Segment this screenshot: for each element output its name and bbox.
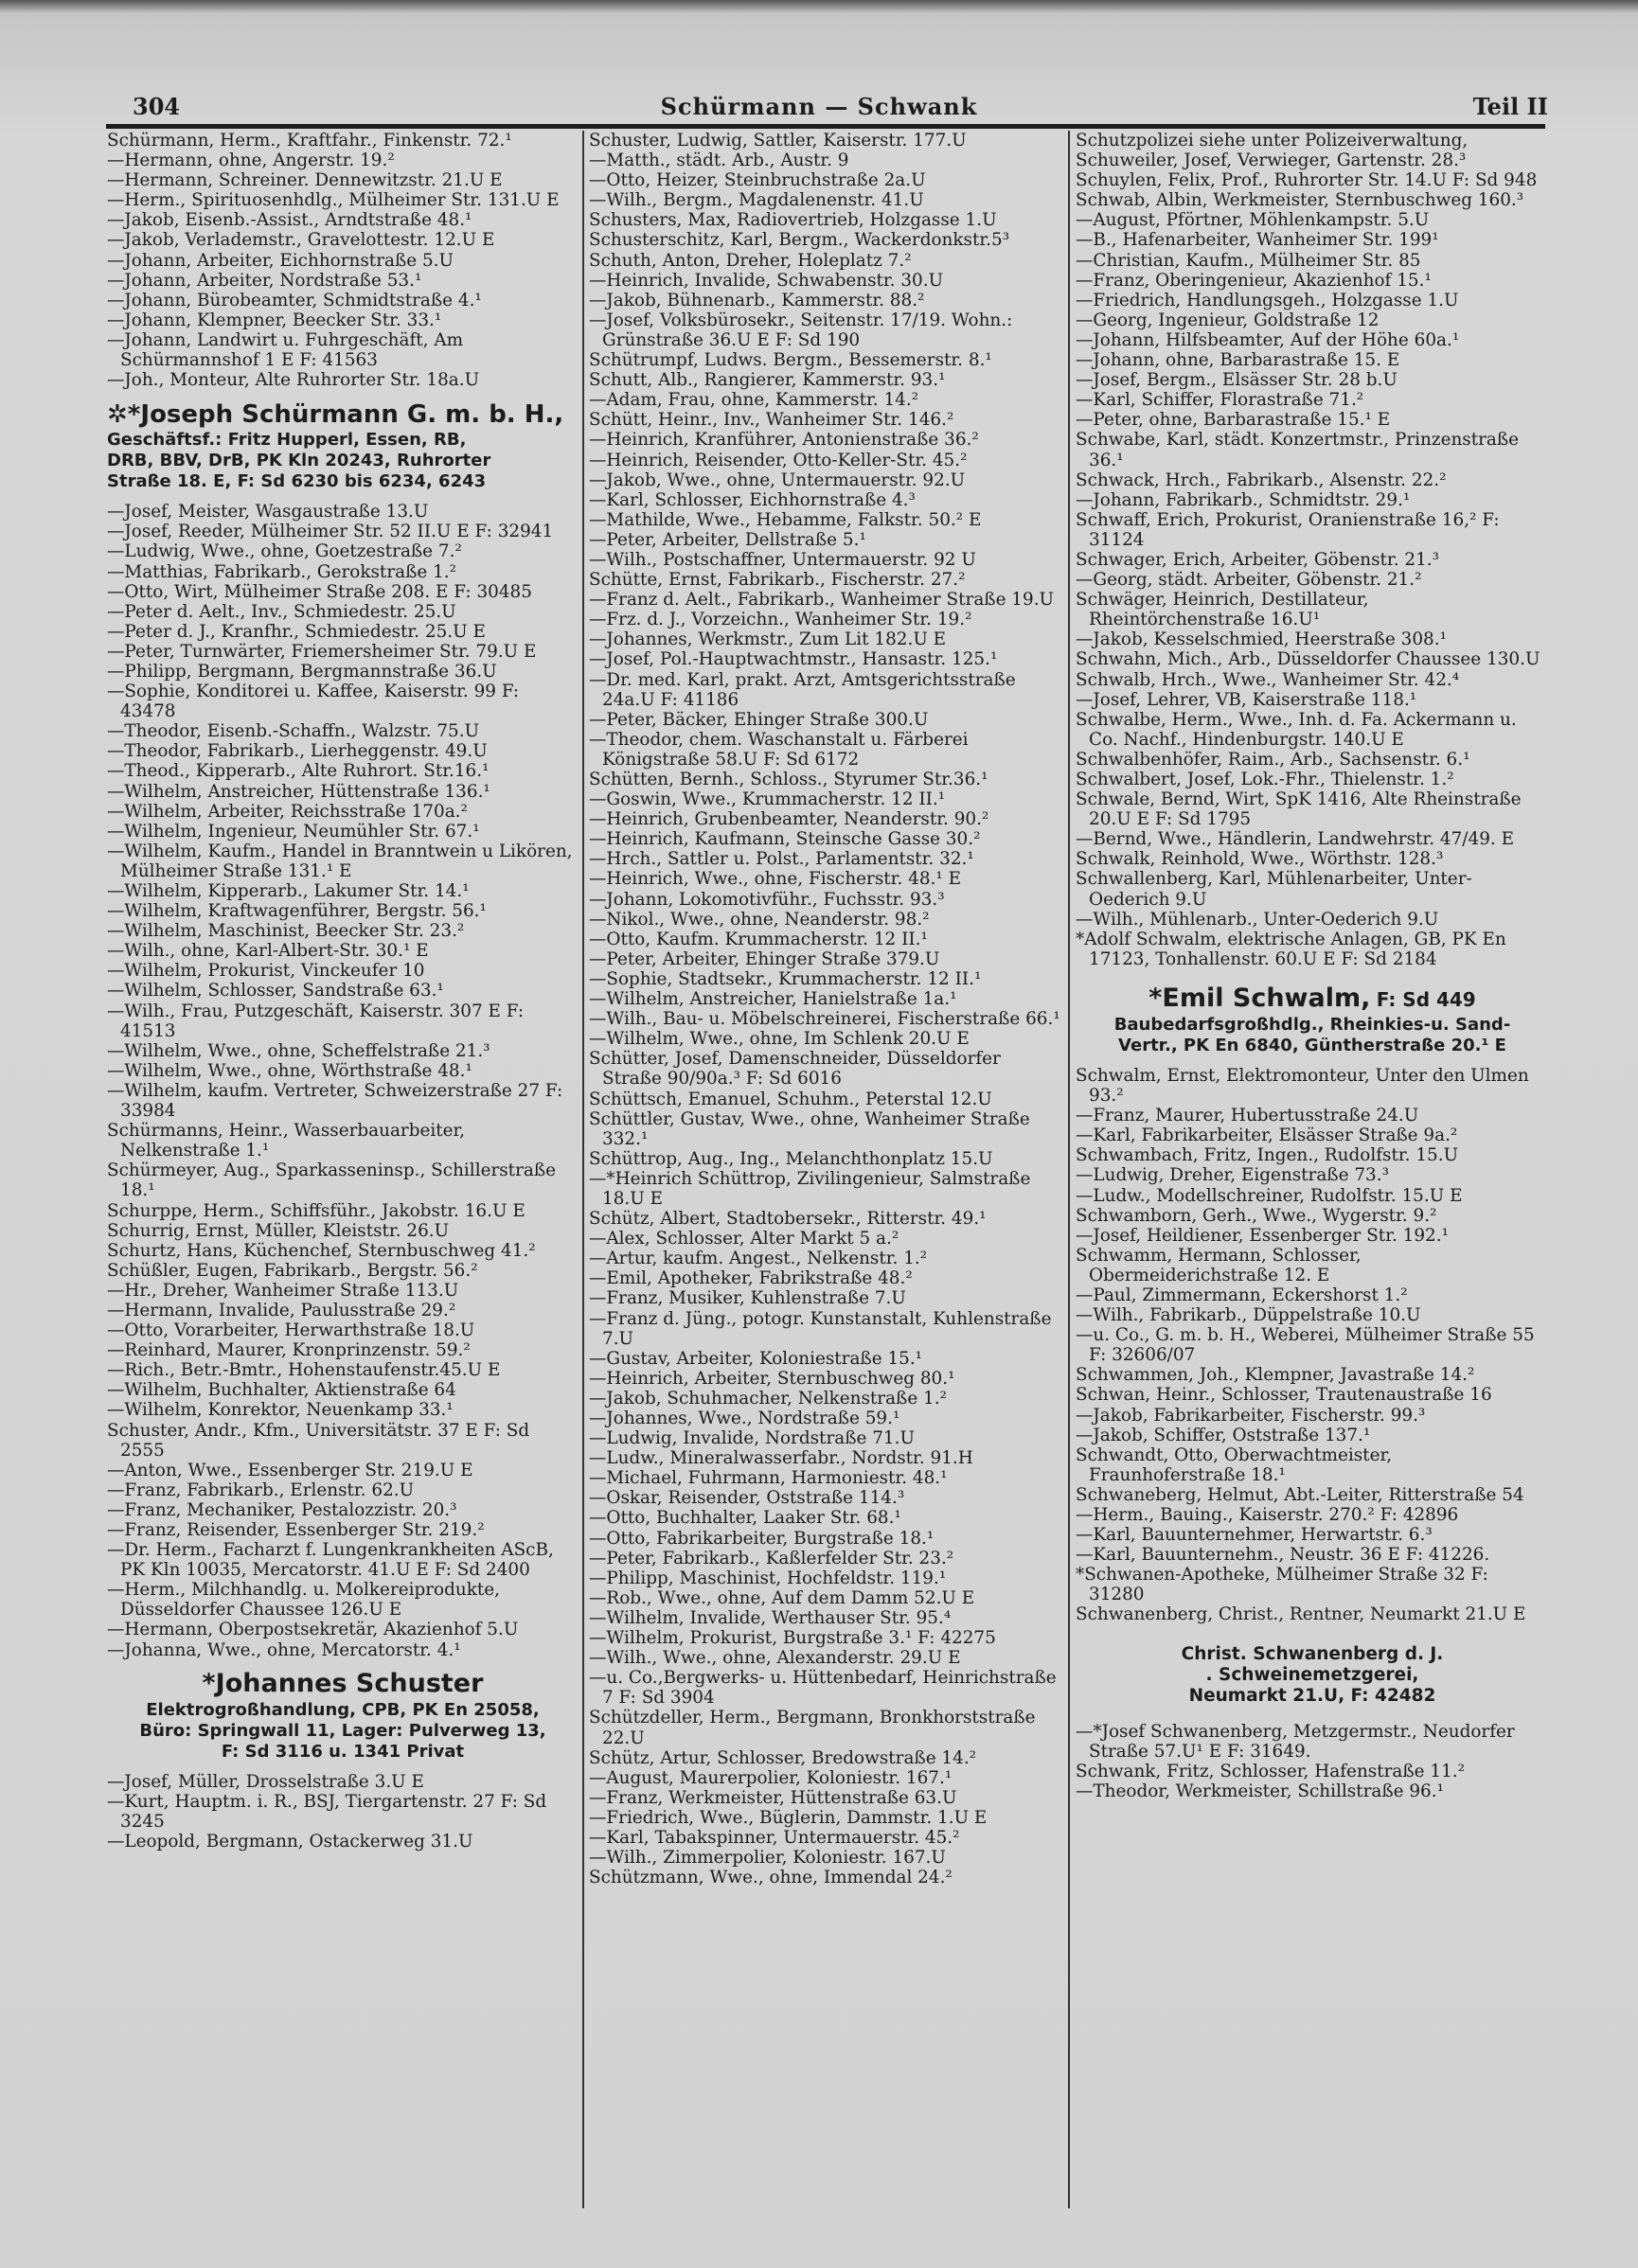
directory-entry: Schwalbe, Herm., Wwe., Inh. d. Fa. Ackermann u. Co. Nachf., Hindenburgstr. 140.U E (1076, 709, 1517, 750)
directory-entry: Schuylen, Felix, Prof., Ruhrorter Str. 14.U F: Sd 948 (1076, 170, 1538, 191)
directory-entry: —Wilhelm, Wwe., ohne, Im Schlenk 20.U E (589, 1029, 970, 1050)
directory-entry: —Johann, Fabrikarb., Schmidtstr. 29.¹ (1076, 489, 1411, 510)
directory-entry: —Wilhelm, Invalide, Werthauser Str. 95.⁴ (589, 1607, 952, 1628)
directory-entry: —Wilhelm, Ingenieur, Neumühler Str. 67.¹ (107, 821, 480, 842)
directory-entry: —Herm., Milchhandlg. u. Molkereiprodukte, Düsseldorfer Chaussee 126.U E (107, 1580, 501, 1621)
directory-entry: Schütte, Ernst, Fabrikarb., Fischerstr. 27.² (589, 570, 966, 591)
directory-entry: Schwambach, Fritz, Ingen., Rudolfstr. 15.U (1076, 1145, 1459, 1166)
page-number: 304 (133, 93, 181, 120)
directory-entry: Schwack, Hrch., Fabrikarb., Alsenstr. 22.² (1076, 470, 1447, 490)
directory-entry: Schuth, Anton, Dreher, Holeplatz 7.² (589, 250, 912, 271)
ad-line: Straße 18. E, F: Sd 6230 bis 6234, 6243 (107, 471, 487, 492)
page-title: Schürmann — Schwank (660, 93, 978, 120)
directory-entry: —Otto, Wirt, Mülheimer Straße 208. E F: 30485 (107, 581, 532, 602)
directory-entry: —Georg, Ingenieur, Goldstraße 12 (1076, 310, 1380, 330)
directory-entry: —Karl, Bauunternehm., Neustr. 36 E F: 41226. (1076, 1545, 1490, 1566)
directory-entry: —Johann, ohne, Barbarastraße 15. E (1076, 350, 1400, 371)
directory-entry: Schwaneberg, Helmut, Abt.-Leiter, Ritterstraße 54 (1076, 1484, 1524, 1505)
directory-entry: —Josef, Volksbürosekr., Seitenstr. 17/19. Wohn.: Grünstraße 36.U E F: Sd 190 (589, 310, 1013, 350)
directory-entry: —Johann, Arbeiter, Nordstraße 53.¹ (107, 270, 422, 291)
directory-entry: —Franz d. Jüng., potogr. Kunstanstalt, Kuhlenstraße 7.U (589, 1308, 1052, 1349)
star-gear-icon: ✲ (107, 400, 128, 430)
directory-entry: —Friedrich, Handlungsgeh., Holzgasse 1.U (1076, 290, 1459, 310)
directory-entry: —Wilh., Bau- u. Möbelschreinerei, Fischerstraße 66.¹ (589, 1009, 1060, 1030)
directory-entry: —Dr. med. Karl, prakt. Arzt, Amtsgerichtsstraße 24a.U F: 41186 (589, 669, 1016, 710)
ad-phone: F: Sd 449 (1376, 987, 1476, 1011)
directory-entry: —Josef, Müller, Drosselstraße 3.U E (107, 1771, 424, 1792)
directory-entry: —Wilhelm, Kaufm., Handel in Branntwein u Likören, Mülheimer Straße 131.¹ E (107, 841, 573, 881)
directory-entry: —*Heinrich Schüttrop, Zivilingenieur, Salmstraße 18.U E (589, 1168, 1031, 1209)
directory-entry: —Hermann, Oberpostsekretär, Akazienhof 5.U (107, 1620, 519, 1640)
directory-entry: —Rich., Betr.-Bmtr., Hohenstaufenstr.45.U E (107, 1360, 501, 1381)
directory-entry: Schuster, Ludwig, Sattler, Kaiserstr. 177.U (589, 131, 967, 151)
directory-entry: —Franz, Fabrikarb., Erlenstr. 62.U (107, 1480, 415, 1500)
directory-entry: Schurppe, Herm., Schiffsführ., Jakobstr. 16.U E (107, 1200, 525, 1221)
directory-entry: —Jakob, Schuhmacher, Nelkenstraße 1.² (589, 1388, 947, 1409)
directory-entry: Schwalb, Hrch., Wwe., Wanheimer Str. 42.⁴ (1076, 669, 1460, 690)
directory-entry: —Otto, Vorarbeiter, Herwarthstraße 18.U (107, 1320, 475, 1341)
directory-entry: —Wilhelm, Anstreicher, Hanielstraße 1a.¹ (589, 989, 957, 1010)
directory-entry: —Sophie, Stadtsekr., Krummacherstr. 12 II.¹ (589, 968, 982, 989)
directory-entry: —Wilhelm, Konrektor, Neuenkamp 33.¹ (107, 1400, 454, 1421)
ad-line: Baubedarfsgroßhdlg., Rheinkies-u. Sand- (1113, 1014, 1511, 1035)
directory-entry: —Peter, ohne, Barbarastraße 15.¹ E (1076, 410, 1391, 431)
directory-entry: —Peter, Turnwärter, Friemersheimer Str. 79.U E (107, 641, 537, 662)
directory-entry: —Rob., Wwe., ohne, Auf dem Damm 52.U E (589, 1587, 975, 1608)
ad-line: Geschäftsf.: Fritz Hupperl, Essen, RB, (107, 430, 467, 451)
directory-entry: —Theodor, Werkmeister, Schillstraße 96.¹ (1076, 1781, 1444, 1801)
directory-entry: —Josef, Reeder, Mülheimer Str. 52 II.U E F: 32941 (107, 522, 554, 542)
directory-entry: Schusterschitz, Karl, Bergm., Wackerdonkstr.5³ (589, 230, 1010, 251)
directory-entry: —Theodor, Fabrikarb., Lierheggenstr. 49.U (107, 741, 488, 762)
directory-entry: Schwamborn, Gerh., Wwe., Wygerstr. 9.² (1076, 1205, 1437, 1226)
directory-entry: Schwab, Albin, Werkmeister, Sternbuschweg 160.³ (1076, 190, 1524, 211)
directory-entry: Schwan, Heinr., Schlosser, Trautenaustraße 16 (1076, 1385, 1492, 1406)
directory-entry: —Herm., Bauing., Kaiserstr. 270.² F: 42896 (1076, 1505, 1459, 1525)
directory-entry: Schwaff, Erich, Prokurist, Oranienstraße 16,² F: 31124 (1076, 509, 1500, 550)
directory-entry: —Jakob, Fabrikarbeiter, Fischerstr. 99.³ (1076, 1405, 1426, 1426)
scan-shadow (0, 0, 1638, 13)
directory-entry: —Matthias, Fabrikarb., Gerokstraße 1.² (107, 561, 457, 582)
directory-entry: —Hrch., Sattler u. Polst., Parlamentstr. 32.¹ (589, 849, 974, 870)
directory-entry: —Wilhelm, Anstreicher, Hüttenstraße 136.¹ (107, 781, 490, 802)
part-label: Teil II (1472, 93, 1548, 120)
directory-entry: —Jakob, Eisenb.-Assist., Arndtstraße 48.¹ (107, 210, 472, 231)
directory-entry: —Johann, Klempner, Beecker Str. 33.¹ (107, 310, 442, 330)
directory-entry: —Wilhelm, Arbeiter, Reichsstraße 170a.² (107, 801, 468, 822)
directory-entry: —Otto, Kaufm. Krummacherstr. 12 II.¹ (589, 929, 928, 949)
ad-line: Vertr., PK En 6840, Güntherstraße 20.¹ E (1118, 1035, 1506, 1055)
directory-entry: —Wilhelm, Schlosser, Sandstraße 63.¹ (107, 981, 444, 1001)
directory-entry: Schwalm, Ernst, Elektromonteur, Unter den Ulmen 93.² (1076, 1065, 1529, 1107)
directory-entry: —Adam, Frau, ohne, Kammerstr. 14.² (589, 390, 919, 411)
directory-entry: —Jakob, Kesselschmied, Heerstraße 308.¹ (1076, 629, 1447, 650)
entry-list (107, 502, 579, 1659)
directory-entry: Schüttler, Gustav, Wwe., ohne, Wanheimer Straße 332.¹ (589, 1108, 1030, 1149)
directory-entry: —Otto, Buchhalter, Laaker Str. 68.¹ (589, 1508, 901, 1529)
directory-entry: —Dr. Herm., Facharzt f. Lungenkrankheiten AScB, PK Kln 10035, Mercatorstr. 41.U E F: Sd 2400 (107, 1540, 554, 1581)
advertisement-emil-schwalm (1076, 983, 1549, 1056)
directory-entry: —Josef, Lehrer, VB, Kaiserstraße 118.¹ (1076, 689, 1417, 710)
directory-entry: —Heinrich, Kaufmann, Steinsche Gasse 30.² (589, 829, 981, 850)
directory-entry: —Nikol., Wwe., ohne, Neanderstr. 98.² (589, 909, 930, 930)
directory-entry: —Johann, Landwirt u. Fuhrgeschäft, Am Schürmannshof 1 E F: 41563 (107, 329, 464, 371)
directory-entry: Schwalk, Reinhold, Wwe., Wörthstr. 128.³ (1076, 849, 1444, 870)
ad-line: Neumarkt 21.U, F: 42482 (1188, 1685, 1436, 1706)
directory-entry: Schwanenberg, Christ., Rentner, Neumarkt 21.U E (1076, 1604, 1526, 1625)
directory-entry: —Kurt, Hauptm. i. R., BSJ, Tiergartenstr. 27 F: Sd 3245 (107, 1791, 547, 1832)
directory-entry: —Franz, Reisender, Essenberger Str. 219.² (107, 1520, 485, 1540)
directory-entry: —Peter, Arbeiter, Dellstraße 5.¹ (589, 529, 866, 550)
directory-entry: Schutzpolizei siehe unter Polizeiverwaltung, (1076, 131, 1469, 151)
directory-entry: —Wilhelm, Wwe., ohne, Wörthstraße 48.¹ (107, 1060, 472, 1081)
directory-entry: —Ludwig, Dreher, Eigenstraße 73.³ (1076, 1165, 1389, 1186)
directory-entry: —Heinrich, Arbeiter, Sternbuschweg 80.¹ (589, 1368, 955, 1389)
directory-entry: Schurtz, Hans, Küchenchef, Sternbuschweg 41.² (107, 1240, 536, 1261)
directory-entry: —Karl, Schiffer, Florastraße 71.² (1076, 390, 1364, 411)
directory-entry: Schütz, Artur, Schlosser, Bredowstraße 14.² (589, 1747, 977, 1768)
directory-entry: —Peter d. J., Kranfhr., Schmiedestr. 25.U E (107, 621, 486, 642)
directory-entry: —Wilh., Wwe., ohne, Alexanderstr. 29.U E (589, 1648, 961, 1669)
directory-entry: Schwäger, Heinrich, Destillateur, Rheintörchenstraße 16.U¹ (1076, 590, 1369, 630)
directory-entry: —B., Hafenarbeiter, Wanheimer Str. 199¹ (1076, 230, 1439, 251)
directory-entry: —Wilhelm, kaufm. Vertreter, Schweizerstraße 27 F: 33984 (107, 1080, 563, 1122)
directory-entry: —Josef, Meister, Wasgaustraße 13.U (107, 502, 429, 523)
directory-entry: —Johanna, Wwe., ohne, Mercatorstr. 4.¹ (107, 1639, 461, 1660)
directory-entry: —Reinhard, Maurer, Kronprinzenstr. 59.² (107, 1340, 471, 1361)
directory-entry: Schwale, Bernd, Wirt, SpK 1416, Alte Rheinstraße 20.U E F: Sd 1795 (1076, 789, 1522, 830)
directory-entry: *Adolf Schwalm, elektrische Anlagen, GB, PK En 17123, Tonhallenstr. 60.U E F: Sd 2184 (1076, 929, 1506, 969)
directory-entry: —Goswin, Wwe., Krummacherstr. 12 II.¹ (589, 789, 946, 810)
directory-entry: —Sophie, Konditorei u. Kaffee, Kaiserstr. 99 F: 43478 (107, 682, 520, 722)
directory-entry: —Theodor, chem. Waschanstalt u. Färberei Königstraße 58.U F: Sd 6172 (589, 729, 969, 770)
directory-entry: Schwandt, Otto, Oberwachtmeister, Fraunhoferstraße 18.¹ (1076, 1444, 1393, 1485)
ad-line: Elektrogroßhandlung, CPB, PK En 25058, (146, 1699, 540, 1720)
directory-entry: —Oskar, Reisender, Oststraße 114.³ (589, 1488, 905, 1509)
directory-entry: Schwalbert, Josef, Lok.-Fhr., Thielenstr. 1.² (1076, 770, 1454, 789)
directory-entry: —Peter, Bäcker, Ehinger Straße 300.U (589, 709, 929, 730)
directory-entry: Schwammen, Joh., Klempner, Javastraße 14.² (1076, 1365, 1475, 1386)
ad-name: *Emil Schwalm, (1148, 983, 1371, 1013)
directory-entry: —Franz, Musiker, Kuhlenstraße 7.U (589, 1288, 906, 1309)
directory-entry: Schwabe, Karl, städt. Konzertmstr., Prinzenstraße 36.¹ (1076, 430, 1520, 470)
directory-entry: —Josef, Heildiener, Essenberger Str. 192.¹ (1076, 1225, 1449, 1246)
directory-entry: —Wilh., Frau, Putzgeschäft, Kaiserstr. 307 E F: 41513 (107, 1001, 525, 1041)
directory-entry: Schüßler, Eugen, Fabrikarb., Bergstr. 56.² (107, 1260, 478, 1281)
column-1 (107, 131, 579, 1852)
column-3 (1076, 131, 1549, 1801)
directory-entry: Schürmann, Herm., Kraftfahr., Finkenstr. 72.¹ (107, 131, 512, 151)
directory-entry: —Frz. d. J., Vorzeichn., Wanheimer Str. 19.² (589, 610, 972, 630)
directory-entry: —Ludwig, Wwe., ohne, Goetzestraße 7.² (107, 541, 462, 562)
directory-entry: —Wilhelm, Prokurist, Vinckeufer 10 (107, 961, 425, 982)
directory-entry: —Matth., städt. Arb., Austr. 9 (589, 151, 849, 171)
directory-entry: Schwalbenhöfer, Raim., Arb., Sachsenstr. 6.¹ (1076, 749, 1470, 770)
directory-entry: —Otto, Fabrikarbeiter, Burgstraße 18.¹ (589, 1528, 935, 1549)
directory-entry: Schütt, Heinr., Inv., Wanheimer Str. 146.² (589, 410, 954, 431)
directory-entry: —Wilh., Mühlenarb., Unter-Oederich 9.U (1076, 909, 1439, 930)
directory-entry: —Johannes, Wwe., Nordstraße 59.¹ (589, 1409, 900, 1428)
directory-entry: —Franz, Maurer, Hubertusstraße 24.U (1076, 1106, 1419, 1126)
advertisement-christ-schwanenberg (1076, 1644, 1549, 1707)
entry-list (1076, 131, 1549, 969)
directory-entry: —Michael, Fuhrmann, Harmoniestr. 48.¹ (589, 1468, 948, 1489)
directory-entry: —Heinrich, Grubenbeamter, Neanderstr. 90.² (589, 809, 989, 830)
directory-entry: —Karl, Fabrikarbeiter, Elsässer Straße 9a.² (1076, 1125, 1458, 1146)
column-divider (582, 131, 584, 2208)
column-divider (1068, 131, 1070, 2208)
directory-entry: Schwahn, Mich., Arb., Düsseldorfer Chaussee 130.U (1076, 649, 1540, 670)
directory-entry: —Leopold, Bergmann, Ostackerweg 31.U (107, 1831, 473, 1852)
directory-entry: —Anton, Wwe., Essenberger Str. 219.U E (107, 1460, 473, 1480)
directory-entry: —Theod., Kipperarb., Alte Ruhrort. Str.16.¹ (107, 761, 490, 782)
directory-entry: —Franz, Werkmeister, Hüttenstraße 63.U (589, 1787, 957, 1808)
directory-entry: —Heinrich, Kranführer, Antonienstraße 36.² (589, 430, 979, 451)
directory-entry: Schuweiler, Josef, Verwieger, Gartenstr. 28.³ (1076, 151, 1467, 171)
directory-entry: —Friedrich, Wwe., Büglerin, Dammstr. 1.U E (589, 1807, 988, 1828)
directory-entry: —Peter, Fabrikarb., Kaßlerfelder Str. 23.² (589, 1548, 954, 1568)
entry-list (107, 1772, 579, 1852)
directory-entry: —*Josef Schwanenberg, Metzgermstr., Neudorfer Straße 57.U¹ E F: 31649. (1076, 1721, 1515, 1762)
directory-entry: Schürmanns, Heinr., Wasserbauarbeiter, Nelkenstraße 1.¹ (107, 1121, 466, 1161)
directory-entry: —Wilhelm, Prokurist, Burgstraße 3.¹ F: 42275 (589, 1628, 996, 1649)
directory-entry: Schützmann, Wwe., ohne, Immendal 24.² (589, 1868, 953, 1888)
directory-entry: —August, Pförtner, Möhlenkampstr. 5.U (1076, 210, 1430, 231)
directory-entry: —Johann, Hilfsbeamter, Auf der Höhe 60a.¹ (1076, 329, 1460, 350)
directory-entry: Schwallenberg, Karl, Mühlenarbeiter, Unter-Oederich 9.U (1076, 869, 1472, 910)
directory-entry: —Karl, Schlosser, Eichhornstraße 4.³ (589, 489, 916, 510)
directory-entry: —Franz d. Aelt., Fabrikarb., Wanheimer Straße 19.U (589, 590, 1055, 611)
directory-entry: Schwamm, Hermann, Schlosser, Obermeiderichstraße 12. E (1076, 1245, 1362, 1285)
directory-entry: —Franz, Oberingenieur, Akazienhof 15.¹ (1076, 270, 1432, 291)
directory-entry: Schütz, Albert, Stadtobersekr., Ritterstr. 49.¹ (589, 1209, 987, 1230)
directory-entry: —Karl, Tabakspinner, Untermauerstr. 45.² (589, 1827, 960, 1848)
column-2 (589, 131, 1062, 1887)
page-header (90, 93, 1548, 121)
directory-entry: —Herm., Spirituosenhdlg., Mülheimer Str. 131.U E (107, 190, 560, 211)
directory-entry: —Wilh., ohne, Karl-Albert-Str. 30.¹ E (107, 941, 429, 962)
header-rule (106, 124, 1545, 129)
directory-entry: —Jakob, Verlademstr., Gravelottestr. 12.U E (107, 230, 495, 251)
directory-entry: Schütter, Josef, Damenschneider, Düsseldorfer Straße 90/90a.³ F: Sd 6016 (589, 1049, 1001, 1090)
directory-entry: —Theodor, Eisenb.-Schaffn., Walzstr. 75.U (107, 721, 480, 742)
directory-entry: —Peter, Arbeiter, Ehinger Straße 379.U (589, 948, 940, 969)
directory-entry: Schurrig, Ernst, Müller, Kleiststr. 26.U (107, 1220, 450, 1241)
directory-entry: —Josef, Bergm., Elsässer Str. 28 b.U (1076, 370, 1398, 391)
directory-entry: —Peter d. Aelt., Inv., Schmiedestr. 25.U (107, 601, 456, 622)
directory-entry: —Philipp, Maschinist, Hochfeldstr. 119.¹ (589, 1568, 947, 1588)
directory-entry: —Hr., Dreher, Wanheimer Straße 113.U (107, 1280, 459, 1301)
directory-entry: Schwank, Fritz, Schlosser, Hafenstraße 11.² (1076, 1761, 1466, 1781)
directory-entry: —Karl, Bauunternehmer, Herwartstr. 6.³ (1076, 1525, 1433, 1546)
ad-line: Christ. Schwanenberg d. J. (1181, 1643, 1444, 1664)
entry-list (107, 131, 579, 390)
directory-entry: —Johann, Arbeiter, Eichhornstraße 5.U (107, 250, 454, 271)
directory-entry: —Franz, Mechaniker, Pestalozzistr. 20.³ (107, 1499, 457, 1520)
ad-line: . Schweinemetzgerei, (1205, 1664, 1419, 1685)
directory-entry: —Johann, Bürobeamter, Schmidtstraße 4.¹ (107, 290, 482, 310)
directory-entry: —Georg, städt. Arbeiter, Göbenstr. 21.² (1076, 570, 1422, 591)
directory-entry: —Heinrich, Reisender, Otto-Keller-Str. 45.² (589, 450, 968, 470)
directory-entry: —Mathilde, Wwe., Hebamme, Falkstr. 50.² E (589, 509, 982, 530)
directory-entry: —Ludwig, Invalide, Nordstraße 71.U (589, 1428, 915, 1449)
directory-entry: Schützdeller, Herm., Bergmann, Bronkhorststraße 22.U (589, 1708, 1036, 1748)
directory-entry: —Wilhelm, Wwe., ohne, Scheffelstraße 21.³ (107, 1040, 490, 1061)
directory-entry: —Hermann, Invalide, Paulusstraße 29.² (107, 1300, 456, 1320)
ad-name: *Johannes Schuster (202, 1668, 484, 1698)
directory-entry: —August, Maurerpolier, Koloniestr. 167.¹ (589, 1767, 953, 1788)
directory-entry: —Josef, Pol.-Hauptwachtmstr., Hansastr. 125.¹ (589, 649, 998, 670)
directory-entry: —Hermann, ohne, Angerstr. 19.² (107, 151, 395, 171)
directory-entry: Schütten, Bernh., Schloss., Styrumer Str.36.¹ (589, 770, 988, 789)
directory-entry: Schüttsch, Emanuel, Schuhm., Peterstal 12.U (589, 1089, 992, 1109)
directory-entry: —Emil, Apotheker, Fabrikstraße 48.² (589, 1268, 913, 1289)
directory-entry: *Schwanen-Apotheke, Mülheimer Straße 32 F: 31280 (1076, 1565, 1488, 1605)
directory-entry: —Christian, Kaufm., Mülheimer Str. 85 (1076, 250, 1421, 271)
directory-entry: —Hermann, Schreiner. Dennewitzstr. 21.U E (107, 170, 503, 191)
directory-entry: —Jakob, Schiffer, Oststraße 137.¹ (1076, 1425, 1371, 1445)
directory-entry: —Philipp, Bergmann, Bergmannstraße 36.U (107, 661, 497, 682)
entry-list (1076, 1066, 1549, 1625)
directory-entry: Schuster, Andr., Kfm., Universitätstr. 37 E F: Sd 2555 (107, 1420, 530, 1461)
directory-entry: Schütrumpf, Ludws. Bergm., Bessemerstr. 8.¹ (589, 350, 992, 371)
entry-list (589, 131, 1062, 1887)
entry-list (1076, 1722, 1549, 1801)
directory-entry: —Alex, Schlosser, Alter Markt 5 a.² (589, 1229, 899, 1249)
directory-entry: —Johann, Lokomotivführ., Fuchsstr. 93.³ (589, 889, 945, 910)
advertisement-joseph-schuermann (107, 399, 579, 492)
directory-entry: Schürmeyer, Aug., Sparkasseninsp., Schillerstraße 18.¹ (107, 1161, 556, 1201)
directory-entry: —Wilhelm, Kraftwagenführer, Bergstr. 56.¹ (107, 901, 487, 922)
directory-entry: —u. Co.,Bergwerks- u. Hüttenbedarf, Heinrichstraße 7 F: Sd 3904 (589, 1668, 1057, 1709)
directory-entry: —Heinrich, Invalide, Schwabenstr. 30.U (589, 270, 944, 291)
directory-entry: —Johannes, Werkmstr., Zum Lit 182.U E (589, 629, 947, 650)
directory-entry: —Wilhelm, Maschinist, Beecker Str. 23.² (107, 921, 465, 942)
directory-entry: —Wilhelm, Buchhalter, Aktienstraße 64 (107, 1380, 456, 1401)
directory-entry: —Wilh., Postschaffner, Untermauerstr. 92 U (589, 549, 976, 570)
directory-entry: Schüttrop, Aug., Ing., Melanchthonplatz 15.U (589, 1148, 993, 1169)
directory-entry: —Wilhelm, Kipperarb., Lakumer Str. 14.¹ (107, 881, 470, 901)
directory-entry: —Otto, Heizer, Steinbruchstraße 2a.U (589, 170, 926, 191)
directory-entry: —Heinrich, Wwe., ohne, Fischerstr. 48.¹ E (589, 869, 962, 890)
ad-name: *Joseph Schürmann G. m. b. H., (127, 400, 564, 430)
directory-entry: —Jakob, Bühnenarb., Kammerstr. 88.² (589, 290, 925, 310)
directory-entry: —Ludw., Modellschreiner, Rudolfstr. 15.U E (1076, 1185, 1463, 1206)
directory-entry: —Joh., Monteur, Alte Ruhrorter Str. 18a.U (107, 370, 480, 391)
directory-entry: —Ludw., Mineralwasserfabr., Nordstr. 91.H (589, 1448, 973, 1469)
directory-entry: —Wilh., Fabrikarb., Düppelstraße 10.U (1076, 1305, 1421, 1326)
directory-entry: Schwager, Erich, Arbeiter, Göbenstr. 21.³ (1076, 549, 1440, 570)
directory-entry: —u. Co., G. m. b. H., Weberei, Mülheimer Straße 55 F: 32606/07 (1076, 1325, 1535, 1366)
directory-entry: —Bernd, Wwe., Händlerin, Landwehrstr. 47/49. E (1076, 829, 1515, 850)
advertisement-johannes-schuster (107, 1668, 579, 1763)
directory-entry: Schusters, Max, Radiovertrieb, Holzgasse 1.U (589, 210, 997, 231)
directory-entry: —Paul, Zimmermann, Eckershorst 1.² (1076, 1285, 1408, 1305)
directory-entry: Schutt, Alb., Rangierer, Kammerstr. 93.¹ (589, 370, 946, 391)
ad-line: F: Sd 3116 u. 1341 Privat (221, 1741, 465, 1762)
ad-line: Büro: Springwall 11, Lager: Pulverweg 13, (139, 1720, 546, 1741)
directory-entry: —Artur, kaufm. Angest., Nelkenstr. 1.² (589, 1249, 928, 1269)
directory-entry: —Jakob, Wwe., ohne, Untermauerstr. 92.U (589, 470, 966, 490)
directory-entry: —Gustav, Arbeiter, Koloniestraße 15.¹ (589, 1348, 923, 1369)
directory-entry: —Wilh., Zimmerpolier, Koloniestr. 167.U (589, 1848, 946, 1869)
ad-line: DRB, BBV, DrB, PK Kln 20243, Ruhrorter (107, 451, 491, 471)
directory-entry: —Wilh., Bergm., Magdalenenstr. 41.U (589, 190, 924, 211)
